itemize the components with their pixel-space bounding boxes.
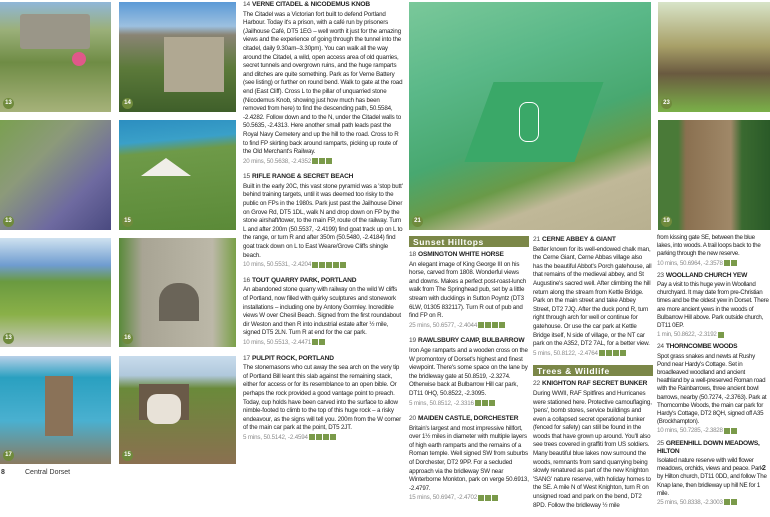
art-icon — [319, 339, 325, 345]
entry-body: Spot grass snakes and newts at Rushy Pond near Hardy's Cottage. Set in broadleaved woodland and ancient heathland by a well-preserved Roman road with the Rainbarrows, three ancient bowl barrows, nearby (50.7274, -2.3763). Park at Thorncombe Woods, the main car park for Hardy's Cottage, DT2 8QH, signed off A35 (Brockhampton). — [657, 352, 767, 426]
walk-icon — [613, 350, 619, 356]
entry-body: An elegant image of King George III on his horse, carved from 1808. Wonderful views and downs. Makes a perfect post-roast-lunch walk from The Springhead pub, set by a little stream with ducklings in Sutton Poyntz (DT3 6LW, 01305 832117). Turn R out of pub and find FP on R. — [409, 260, 527, 320]
entry-number: 25 — [657, 439, 664, 447]
entry-title: WOOLLAND CHURCH YEW — [665, 271, 748, 279]
photo-earthworks — [0, 238, 111, 347]
beach-icon — [326, 262, 332, 268]
walk-icon — [312, 158, 318, 164]
entry-23 — [657, 272, 769, 340]
view-icon — [485, 322, 491, 328]
entry-meta: 5 mins, 50.5142, -2.4594 — [243, 433, 308, 441]
tree-icon — [724, 428, 730, 434]
history-icon — [475, 400, 481, 406]
walk-icon — [731, 260, 737, 266]
entry-18 — [409, 251, 529, 330]
history-icon — [724, 260, 730, 266]
text-column-right — [657, 234, 769, 511]
pub-icon — [620, 350, 626, 356]
photo-fireplace — [119, 238, 236, 347]
view-icon — [485, 495, 491, 501]
entry-title: GREENHILL DOWN MEADOWS, HILTON — [657, 439, 760, 455]
tree-icon — [718, 332, 724, 338]
climb-icon — [323, 434, 329, 440]
entry-number: 15 — [243, 173, 251, 181]
pub-icon — [478, 322, 484, 328]
photo-badge: 19 — [661, 216, 672, 227]
entry-15 — [243, 173, 403, 270]
entry-number: 17 — [243, 354, 251, 362]
entry-body: Britain's largest and most impressive hillfort, over 1½ miles in diameter with multiple layers of high earth ramparts and the remains of a Roman temple. Well signed SW from suburbs of Dorchester, DT2 9PP. For a secluded approach via the bridleway SW near Winterborne Monkton, park on verge 50.6913, -2.4797. — [409, 424, 529, 492]
entry-body: Isolated nature reserve with wild flower meadows, orchids, views and peace. Park by Hilton church, DT11 0DD, and follow The Knap lane, then bridleway up hill NE for 1 mile. — [657, 457, 767, 497]
left-page-number: 8 — [1, 469, 5, 476]
section-header-trees-wildlife: Trees & Wildlife — [533, 365, 653, 376]
section-header-sunset-hilltops: Sunset Hilltops — [409, 236, 529, 247]
photo-toy-dog — [119, 356, 236, 464]
sunset-icon — [316, 434, 322, 440]
photo-badge: 23 — [661, 98, 672, 109]
view-icon — [319, 262, 325, 268]
photo-stone-arch — [0, 2, 111, 112]
photo-badge: 15 — [122, 216, 133, 227]
photo-yew-tree — [658, 2, 770, 112]
view-icon — [606, 350, 612, 356]
history-icon — [478, 495, 484, 501]
entry-title: VERNE CITADEL & NICODEMUS KNOB — [252, 1, 371, 8]
tree-icon — [724, 499, 730, 505]
entry-meta: 10 mins, 50.5513, -2.4471 — [243, 338, 312, 346]
entry-number: 14 — [243, 1, 251, 8]
entry-body: Iron Age ramparts and a wooden cross on the W promontory of Dorset's highest and finest viewpoint. There's some space on the lane by the bridleway gate at 50.8519, -2.3274. Otherwise back at Bulbarrow Hill car park, DT11 0HQ, 50.8522, -2.3095. — [409, 346, 528, 397]
photo-badge: 14 — [122, 98, 133, 109]
photo-badge: 13 — [3, 333, 14, 344]
entry-meta: 5 mins, 50.8512, -2.3316 — [409, 399, 474, 407]
entry-number: 16 — [243, 276, 251, 284]
entry-title: CERNE ABBEY & GIANT — [542, 236, 616, 243]
sunset-icon — [489, 400, 495, 406]
text-column-left — [243, 1, 403, 450]
entry-title: THORNCOMBE WOODS — [665, 343, 738, 351]
entry-number: 24 — [657, 343, 664, 351]
entry-meta: 25 mins, 50.6577, -2.4044 — [409, 321, 478, 329]
entry-title: MAIDEN CASTLE, DORCHESTER — [418, 415, 519, 423]
photo-badge: 16 — [122, 333, 133, 344]
entry-title: RIFLE RANGE & SECRET BEACH — [252, 173, 354, 181]
walk-icon — [731, 428, 737, 434]
running-footer-section: Central Dorset — [25, 469, 71, 476]
photo-badge: 13 — [3, 98, 14, 109]
entry-title: TOUT QUARRY PARK, PORTLAND — [252, 276, 357, 284]
entry-meta: 10 mins, 50.5531, -2.4204 — [243, 261, 312, 269]
entry-body: Better known for its well-endowed chalk man, the Cerne Giant, Cerne Abbas village also has the beautiful Abbot's Porch gatehouse, all that remains of the medieval abbey, and St Augustine's sacred well. After climbing the hill return along the stream from Kettle Bridge. Park on the main street and take Abbey Street, DT2 7JQ. After the duck pond R, turn right through arch for well or continue for gatehouse. Or use the car park at Kettle Bridge itself, N side of village, or the NT car park on the A352, DT2 7AL, for a better view. — [533, 245, 652, 348]
walk-icon — [492, 495, 498, 501]
photo-badge: 15 — [122, 450, 133, 461]
entry-body: from kissing gate SE, between the blue lakes, into woods. A trail loops back to the parking through the new reserve. — [657, 234, 761, 258]
photo-badge: 21 — [412, 216, 423, 227]
photo-badge: 13 — [3, 216, 14, 227]
entry-meta: 25 mins, 50.8338, -2.3003 — [657, 499, 723, 507]
entry-20 — [409, 415, 529, 503]
walk-icon — [312, 262, 318, 268]
text-column-sunset — [409, 236, 529, 510]
photo-quarry-path — [0, 120, 111, 230]
walk-icon — [492, 322, 498, 328]
history-icon — [599, 350, 605, 356]
entry-number: 22 — [533, 380, 541, 388]
view-icon — [319, 158, 325, 164]
entry-meta: 15 mins, 50.6947, -2.4702 — [409, 494, 478, 502]
view-icon — [731, 499, 737, 505]
entry-number: 21 — [533, 236, 541, 243]
view-icon — [312, 339, 318, 345]
entry-19 — [409, 337, 529, 408]
entry-number: 18 — [409, 251, 417, 258]
photo-cerne-giant — [409, 2, 651, 230]
text-column-middle — [533, 236, 653, 517]
entry-body: The stonemasons who cut away the sea arch on the very tip of Portland Bill leant this slab against the remaining stack, either for access or for its resemblance to an open bible. Or perhaps the rock provided a good vantage point to preach. Today, cup holds have been carved into the surface to allow nimble-footed to climb to the top of this huge rock – a risky endeavour, as the signs will tell you. 200m from the W corner of the main car park at the point, DT5 2JT. — [243, 364, 401, 432]
entry-title: RAWLSBURY CAMP, BULBARROW — [418, 337, 525, 345]
entry-number: 20 — [409, 415, 417, 423]
swim-icon — [330, 434, 336, 440]
entry-25 — [657, 440, 769, 508]
entry-title: PULPIT ROCK, PORTLAND — [252, 354, 334, 362]
entry-16 — [243, 277, 403, 348]
photo-badge: 17 — [3, 450, 14, 461]
entry-number: 19 — [409, 337, 417, 345]
entry-body: Pay a visit to this huge yew in Woolland churchyard. It may date from pre-Christian times and be the oldest yew in Dorset. There are more ancient yews in the woods of Bulbarrow Hill above. Park outside church, DT11 0EP. — [657, 281, 769, 330]
entry-21 — [533, 236, 653, 358]
entry-meta: 10 mins, 50.7285, -2.3828 — [657, 427, 723, 435]
entry-17 — [243, 355, 403, 443]
history-icon — [333, 262, 339, 268]
history-icon — [326, 158, 332, 164]
entry-title: OSMINGTON WHITE HORSE — [418, 251, 504, 258]
photo-tower — [658, 120, 770, 230]
photo-citadel — [119, 2, 236, 112]
view-icon — [309, 434, 315, 440]
entry-22-continued — [657, 234, 769, 268]
entry-body: During WWII, RAF Spitfires and Hurricanes were stationed here. Protective camouflaging, 'pens', bomb stores, service buildings and even a collapsed secret operational bunker (fenced for safety) can still be found in the woods that have grown up around. You'll also see trees covered in graffiti from US soldiers. Many beautiful blue lakes now surround the woods, remnants from sand quarrying being slowly renatured as part of the new Knighton 'SANG' nature reserve, with holiday homes to the SE. A mile N of West Knighton, turn R on unsigned road and park on the bend, DT2 8PD. Follow the bridleway ½ mile — [533, 389, 652, 509]
sunset-icon — [499, 322, 505, 328]
entry-22 — [533, 380, 653, 510]
entry-body: Built in the early 20C, this vast stone pyramid was a 'stop butt' behind training targets, until it was deemed too risky to the public on FPs in the 1980s. Park just past the Jailhouse Diner on Grove Rd, DT5 1DL, walk N and drop down on FP by the stone airshaft/tower, to the main FP, route of the railway. Turn L and after 200m (50.5537, -2.4199) find goat track up on L to the range, or turn R and after 350m (50.5480, -2.4184) find goat track down on L to East Weare/Grove Cliffs shingle beach. — [243, 182, 403, 259]
entry-24 — [657, 343, 769, 435]
entry-body: The Citadel was a Victorian fort built to defend Portland Harbour. Today it's a prison, with a café run by prisoners (Jailhouse Café, DT5 1EG – well worth it just for the amazing views and the experience of going through the tunnel into the citadel, daily 9.30am–3.30pm). You can walk all the way around the Citadel, a wild, open access area of old quarries, secret tunnels and overgrown ruins, and the huge ramparts and ditches are quite something. Park as for Verne Battery (see listing) or further on round bend. Walk to gate at the road end (East Cliff). Cross L to the pillar of unquarried stone (Nicodemus Knob, showing just how much has been removed from here) to find the descending path, 50.5584, -2.4282. Follow down and to the N, under the Citadel walls to 50.5635, -2.4313. Here another small path leads past the Royal Navy Cemetery and up the hill to the road. Cross to R to find FP skirting back around ramparts, picking up route of the Old Merchant's Railway. — [243, 10, 403, 156]
entry-meta: 5 mins, 50.8122, -2.4764 — [533, 349, 598, 357]
entry-number: 23 — [657, 271, 664, 279]
photo-pulpit-rock — [0, 356, 111, 464]
swim-icon — [340, 262, 346, 268]
photo-pyramid — [119, 120, 236, 230]
right-page-number: 2 — [762, 465, 766, 472]
entry-title: KNIGHTON RAF SECRET BUNKER — [542, 380, 648, 388]
view-icon — [482, 400, 488, 406]
entry-body: An abandoned stone quarry with railway on the wild W cliffs of Portland, now filled with quirky sculptures and stonework installations – including one by Antony Gormley. Incredible views W over Chesil Beach. Signed from the first roundabout dir Weston and then R into industrial estate after ½ mile, signed DT5 2LN. Turn R at end for the car park. — [243, 286, 401, 337]
entry-meta: 1 min, 50.8622, -2.3192 — [657, 331, 717, 339]
entry-14 — [243, 1, 403, 166]
entry-meta: 20 mins, 50.5638, -2.4352 — [243, 157, 312, 165]
entry-meta: 10 mins, 50.6964, -2.3578 — [657, 259, 723, 267]
